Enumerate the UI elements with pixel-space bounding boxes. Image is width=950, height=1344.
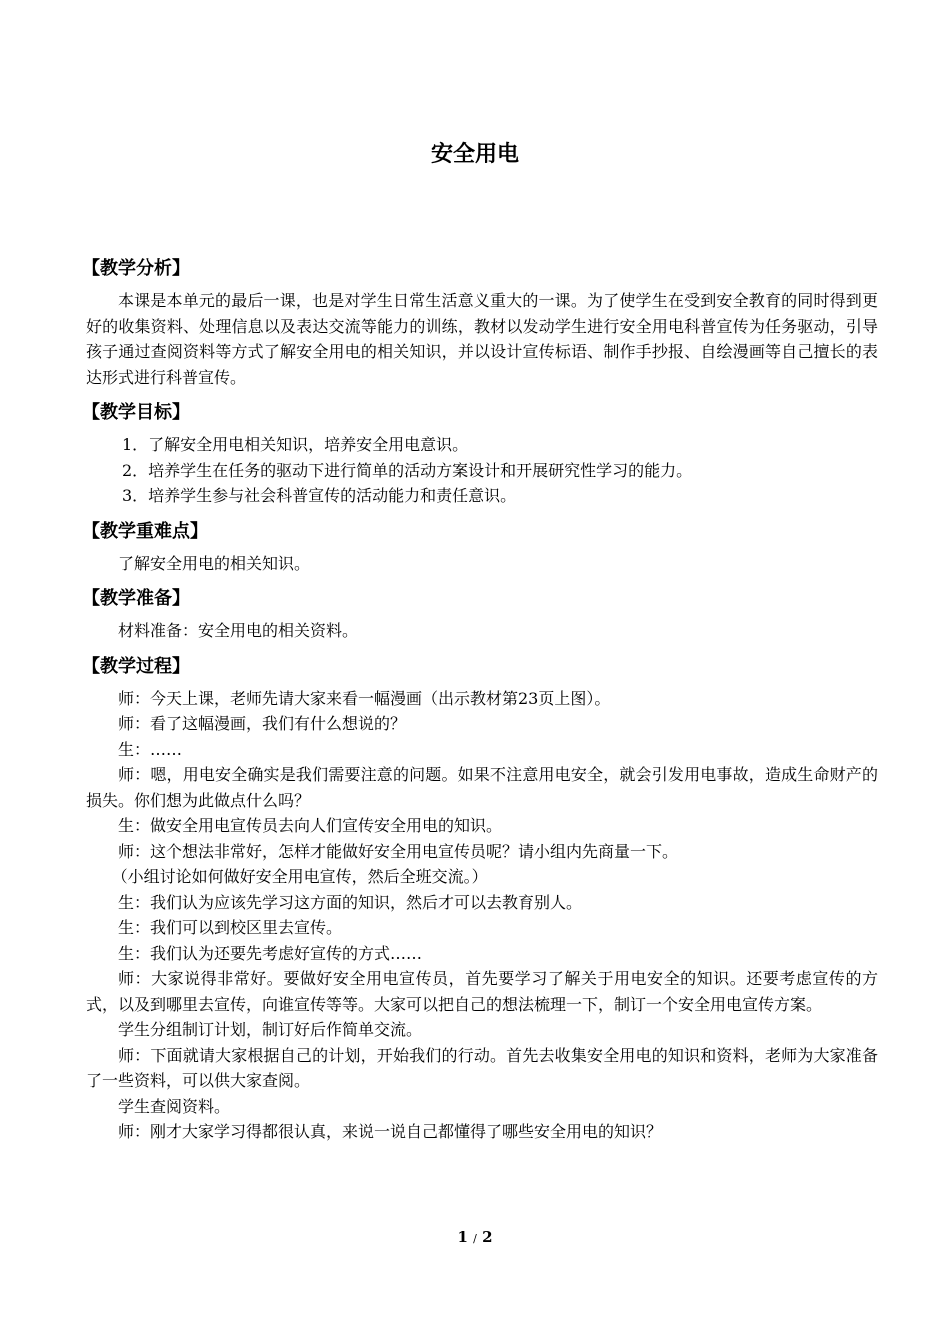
process-paragraph: 师：这个想法非常好，怎样才能做好安全用电宣传员呢？请小组内先商量一下。 — [118, 841, 679, 861]
process-paragraph: （小组讨论如何做好安全用电宣传，然后全班交流。） — [111, 867, 488, 886]
section-heading: 【教学重难点】 — [82, 520, 208, 542]
page-current: 1 — [457, 1228, 468, 1246]
process-paragraph: 师：看了这幅漫画，我们有什么想说的？ — [118, 714, 407, 733]
process-paragraph: 生：我们认为还要先考虑好宣传的方式…… — [118, 943, 423, 963]
keypoints-paragraph: 了解安全用电的相关知识。 — [118, 553, 311, 573]
document-body — [82, 256, 878, 1155]
process-paragraph: 生：我们认为应该先学习这方面的知识，然后才可以去教育别人。 — [118, 892, 583, 912]
page-number — [0, 1228, 950, 1246]
page-total: 2 — [482, 1228, 493, 1246]
section-preparation — [82, 586, 878, 644]
process-paragraph: 学生分组制订计划，制订好后作简单交流。 — [118, 1020, 423, 1039]
section-heading: 【教学过程】 — [82, 655, 190, 677]
page-separator: / — [473, 1232, 477, 1245]
process-paragraph: 师：刚才大家学习得都很认真，来说一说自己都懂得了哪些安全用电的知识？ — [118, 1122, 663, 1141]
process-paragraph: 生：我们可以到校区里去宣传。 — [118, 918, 343, 937]
process-paragraph: 学生查阅资料。 — [118, 1096, 231, 1116]
goal-item: 1．了解安全用电相关知识，培养安全用电意识。 — [122, 435, 469, 454]
section-analysis — [82, 256, 878, 390]
process-paragraph: 师：大家说得非常好。要做好安全用电宣传员，首先要学习了解关于用电安全的知识。还要考虑宣传的方式，以及到哪里去宣传，向谁宣传等等。大家可以把自己的想法梳理一下，制订一个安全用电宣传方案。 — [86, 969, 878, 1014]
process-paragraph: 师：嗯，用电安全确实是我们需要注意的问题。如果不注意用电安全，就会引发用电事故，造成生命财产的损失。你们想为此做点什么吗？ — [86, 765, 878, 810]
process-paragraph: 师：下面就请大家根据自己的计划，开始我们的行动。首先去收集安全用电的知识和资料，老师为大家准备了一些资料，可以供大家查阅。 — [86, 1045, 878, 1090]
section-goals — [82, 400, 878, 509]
document-title: 安全用电 — [430, 142, 519, 167]
preparation-paragraph: 材料准备：安全用电的相关资料。 — [118, 621, 359, 640]
goal-item: 3．培养学生参与社会科普宣传的活动能力和责任意识。 — [122, 486, 517, 505]
section-process — [82, 654, 878, 1145]
process-paragraph: 师：今天上课，老师先请大家来看一幅漫画（出示教材第23页上图）。 — [118, 688, 611, 708]
goal-item: 2．培养学生在任务的驱动下进行简单的活动方案设计和开展研究性学习的能力。 — [122, 460, 693, 480]
process-paragraph: 生：做安全用电宣传员去向人们宣传安全用电的知识。 — [118, 816, 503, 835]
analysis-paragraph: 本课是本单元的最后一课，也是对学生日常生活意义重大的一课。为了使学生在受到安全教育的同时得到更好的收集资料、处理信息以及表达交流等能力的训练，教材以发动学生进行安全用电科普宣传为任务驱动，引导孩子通过查阅资料等方式了解安全用电的相关知识，并以设计宣传标语、制作手抄报、自绘漫画等自己擅长的表达形式进行科普宣传。 — [86, 291, 878, 387]
section-keypoints — [82, 519, 878, 577]
section-heading: 【教学准备】 — [82, 588, 190, 609]
section-heading: 【教学目标】 — [82, 402, 190, 423]
section-heading: 【教学分析】 — [82, 258, 190, 279]
process-paragraph: 生：…… — [118, 739, 183, 759]
